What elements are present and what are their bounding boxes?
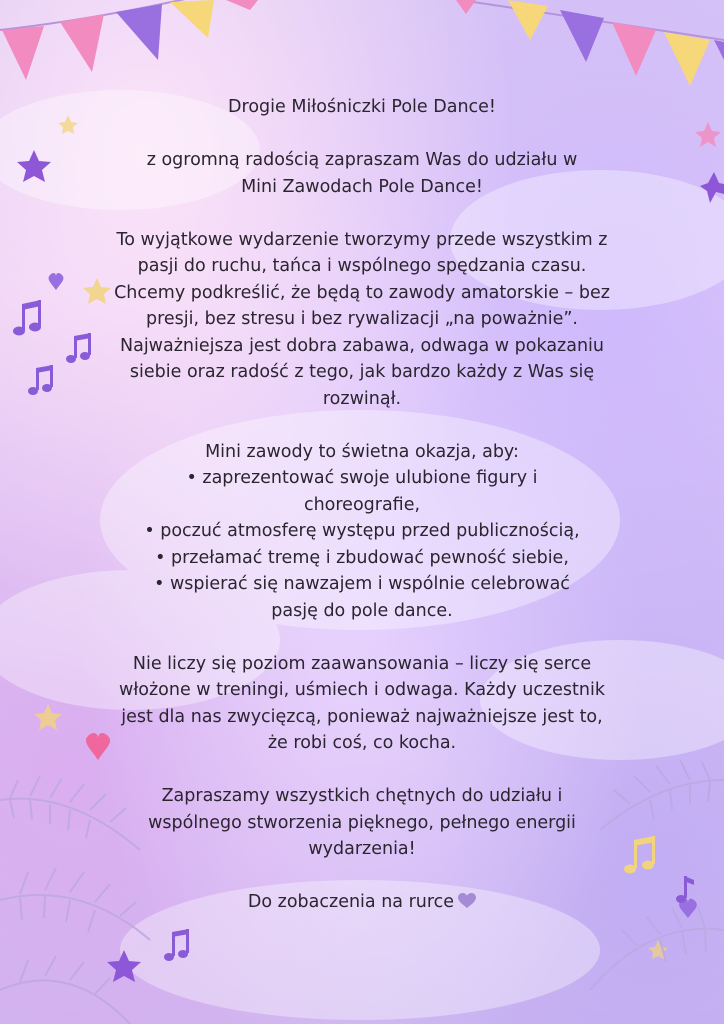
- star-icon: [700, 172, 724, 203]
- bunting-flag: [60, 14, 104, 72]
- bunting-flag: [2, 26, 44, 80]
- music-note-icon: [624, 836, 655, 874]
- star-icon: [58, 115, 78, 134]
- list-item: • wspierać się nawzajem i wspólnie celebrować pasję do pole dance.: [154, 574, 570, 621]
- heart-icon: [86, 733, 110, 760]
- paragraph-level: Nie liczy się poziom zaawansowania – liczy się serce włożone w treningi, uśmiech i odwaga. Każdy uczestnik jest dla nas zwycięzcą, ponieważ najważniejsze jest to, że robi coś, co kocha.: [119, 653, 605, 753]
- list-item: • poczuć atmosferę występu przed publicznością,: [144, 521, 580, 541]
- list-item: • zaprezentować swoje ulubione figury i choreografie,: [186, 468, 538, 515]
- bunting-flag: [560, 10, 604, 62]
- music-note-icon: [676, 876, 694, 903]
- bunting-flag: [508, 0, 548, 40]
- bunting-flag: [170, 0, 214, 38]
- bunting-flag: [116, 4, 162, 60]
- purple-heart-icon: [458, 893, 476, 909]
- star-icon: [107, 950, 141, 982]
- music-note-icon: [13, 300, 41, 336]
- paragraph-invite: Zapraszamy wszystkich chętnych do udziału i wspólnego stworzenia pięknego, pełnego energii wydarzenia!: [148, 786, 576, 859]
- bunting-flag: [714, 40, 724, 60]
- bunting-flag: [664, 32, 710, 86]
- benefits-list: [112, 465, 612, 624]
- bunting-flag: [612, 22, 656, 76]
- bunting-flag: [226, 0, 258, 10]
- music-note-icon: [28, 365, 53, 395]
- star-icon: [34, 704, 62, 730]
- list-item: • przełamać tremę i zbudować pewność siebie,: [155, 547, 569, 568]
- star-icon: [648, 940, 668, 959]
- intro-paragraph: z ogromną radością zapraszam Was do udziału w Mini Zawodach Pole Dance!: [146, 150, 578, 197]
- music-note-icon: [66, 333, 91, 363]
- star-icon: [695, 122, 721, 147]
- bunting-right: [456, 0, 724, 86]
- star-icon: [17, 150, 51, 182]
- closing-line: [112, 889, 612, 916]
- bunting-flag: [456, 0, 476, 14]
- closing-text: Do zobaczenia na rurce: [247, 892, 455, 912]
- greeting: Drogie Miłośniczki Pole Dance!: [228, 97, 496, 117]
- invitation-letter: [112, 94, 612, 942]
- bunting-left: [0, 0, 258, 80]
- paragraph-why: To wyjątkowe wydarzenie tworzymy przede wszystkim z pasji do ruchu, tańca i wspólnego spędzania czasu. Chcemy podkreślić, że będą to zawody amatorskie – bez presji, bez stresu i bez rywalizacji „na poważnie”. Najważniejsza jest dobra zabawa, odwaga w pokazaniu siebie oraz radość z tego, jak bardzo każdy z Was się rozwinął.: [114, 229, 610, 409]
- heart-icon: [49, 273, 64, 290]
- heart-icon: [679, 899, 697, 918]
- list-intro: Mini zawody to świetna okazja, aby:: [205, 441, 519, 462]
- star-icon: [83, 278, 111, 304]
